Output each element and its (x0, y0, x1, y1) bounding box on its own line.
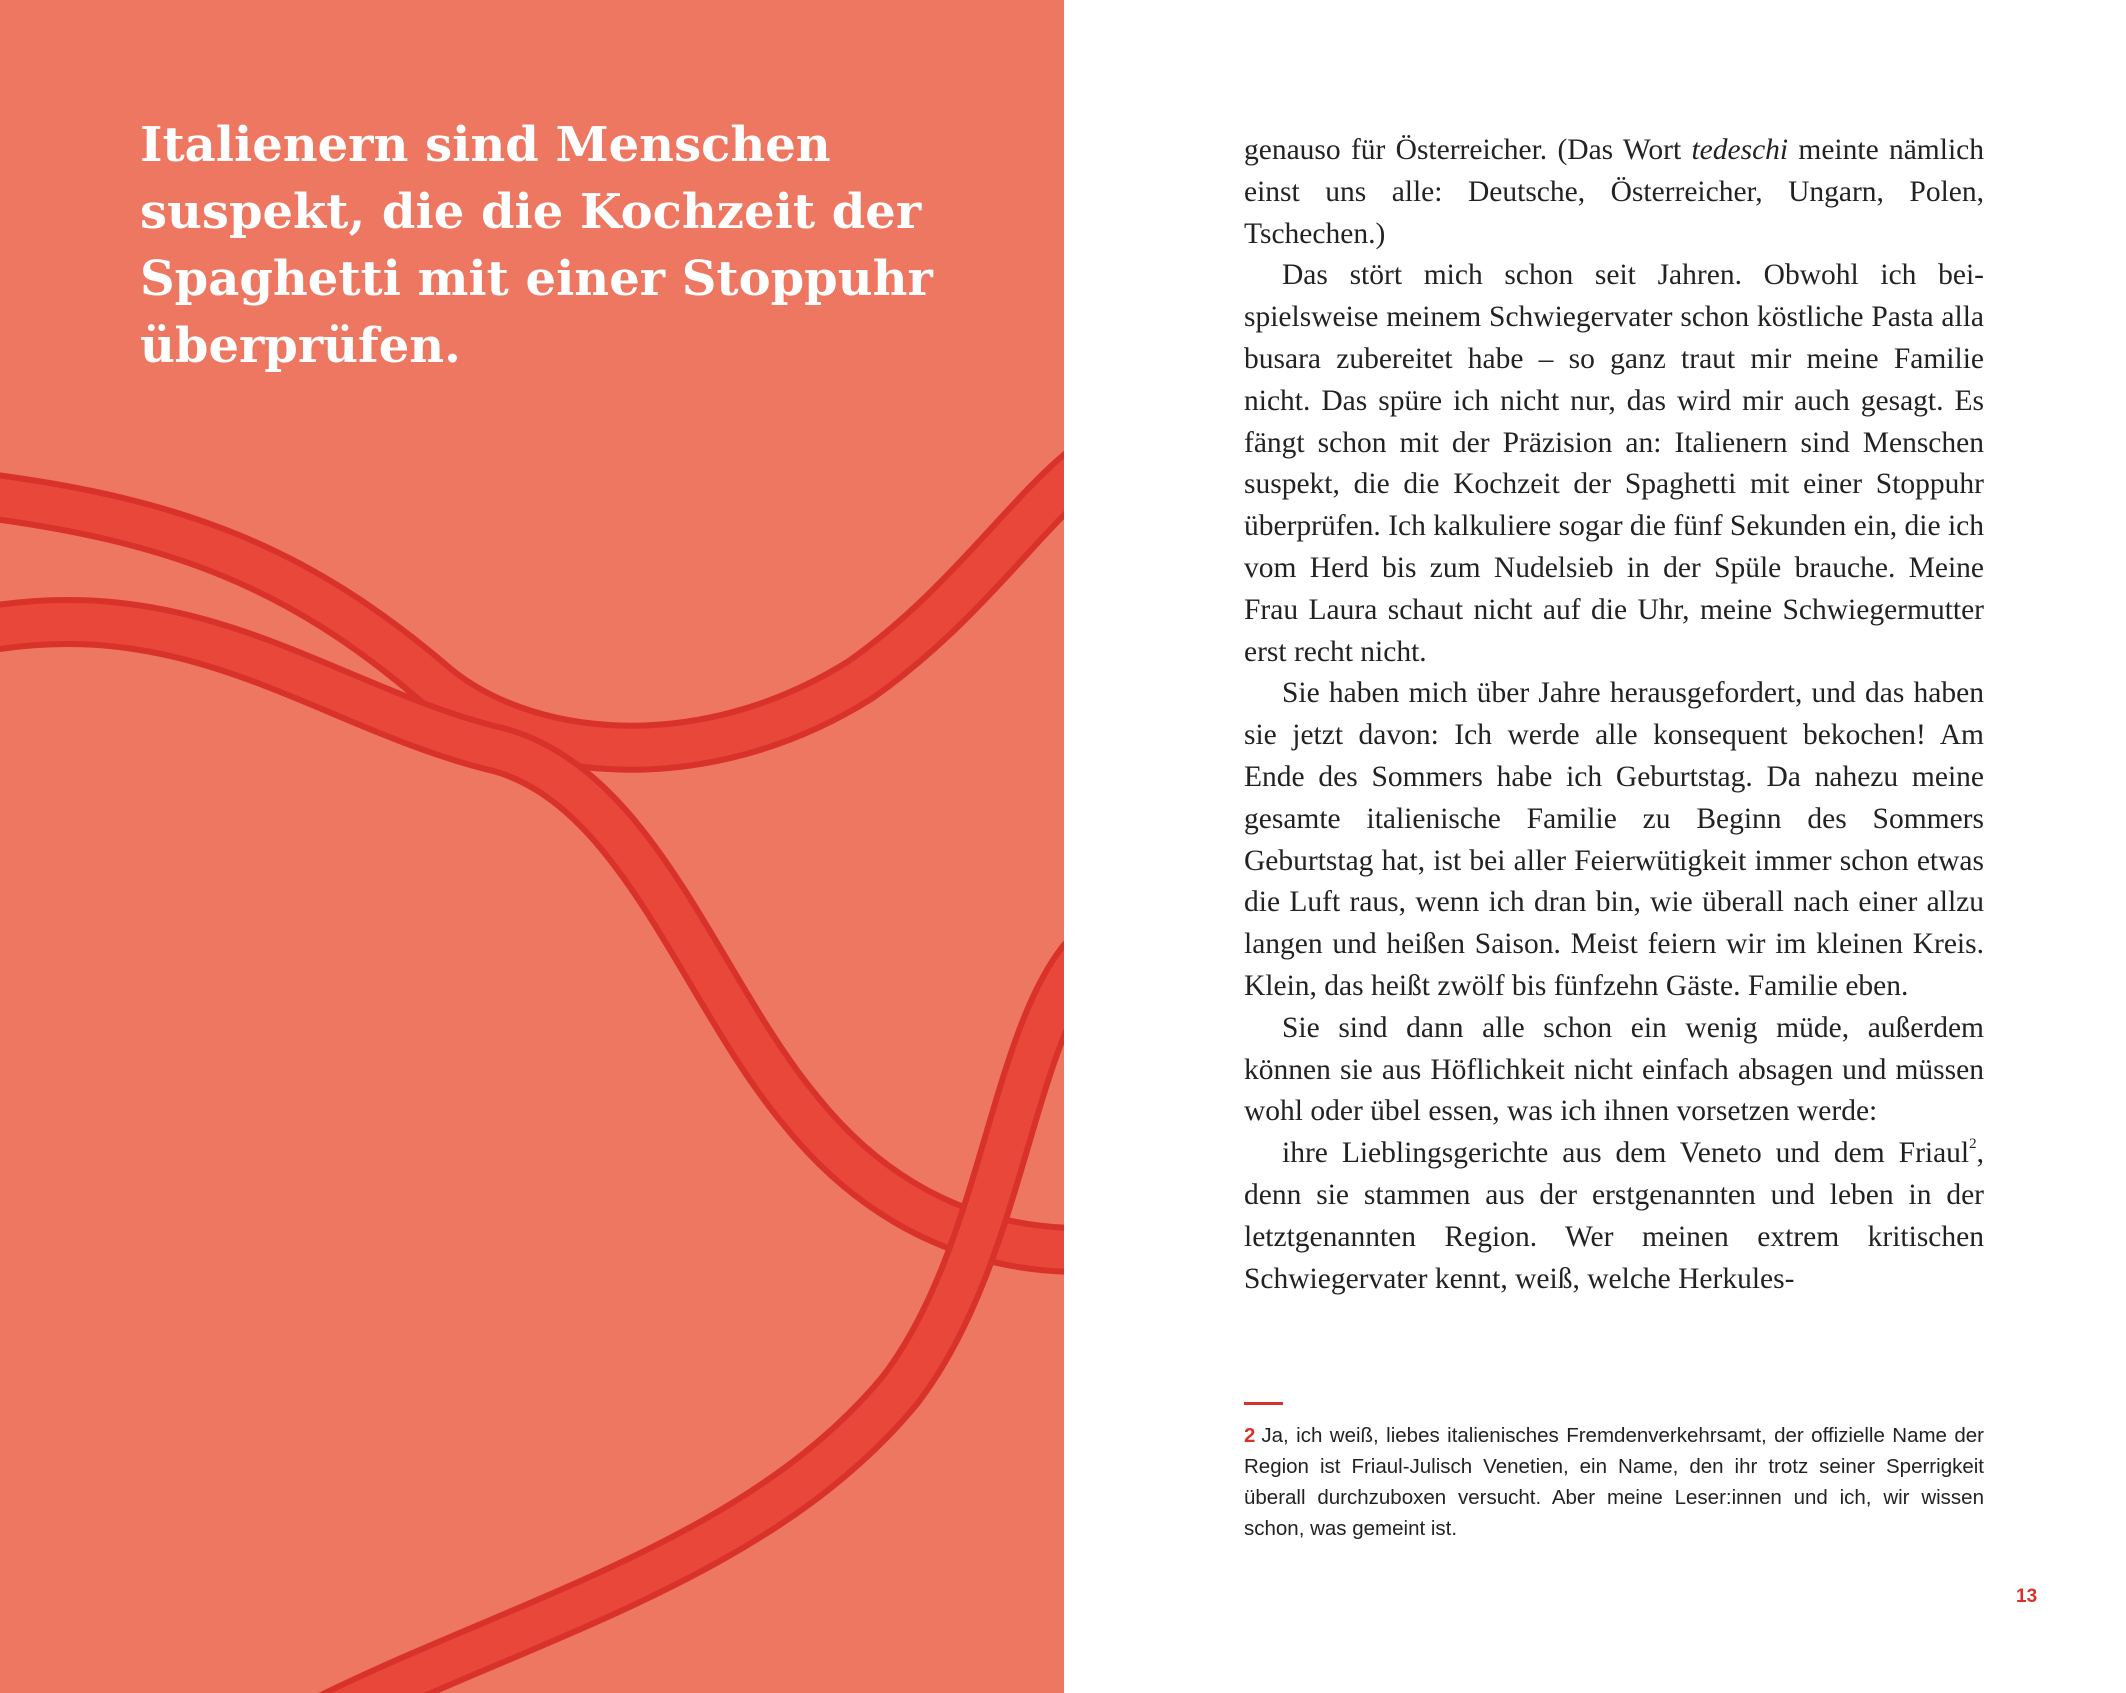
paragraph: Das stört mich schon seit Jahren. Obwohl ich beispielsweise meinem Schwiegervater schon köstliche Pasta alla busara zubereitet habe – so ganz traut mir meine Familie nicht. Das spüre ich nicht nur, das wird mir auch gesagt. Es fängt schon mit der Präzision an: Italienern sind Menschen suspekt, die die Kochzeit der Spaghetti mit einer Stoppuhr überprüfen. Ich kalkuliere sogar die fünf Sekunden ein, die ich vom Herd bis zum Nudelsieb in der Spüle brauche. Meine Frau Laura schaut nicht auf die Uhr, meine Schwiegermutter erst recht nicht. (1244, 259, 1984, 668)
pull-quote: Italienern sind Menschen suspekt, die die Kochzeit der Spaghetti mit einer Stoppuhr überprüfen. (140, 117, 933, 374)
right-page (1064, 0, 2126, 1693)
paragraph: ihre Lieblingsgerichte aus dem Veneto und dem Friaul$^2$, denn sie stammen aus der erstgenannten und leben in der letztgenannten Region. Wer meinen extrem kritischen Schwiegervater kennt, weiß, welche Herkules- (1244, 1136, 1984, 1295)
footnote-number: 2 (1244, 1424, 1256, 1447)
footnote-divider (1244, 1402, 1283, 1405)
footnote-text: Ja, ich weiß, liebes italienisches Fremdenverkehrsamt, der offizielle Name der Region ist Friaul-Julisch Venetien, ein Name, den ihr trotz seiner Sperrigkeit überall durchzuboxen versucht. Aber meine Leser:innen und ich, wir wissen schon, was gemeint ist. (1244, 1424, 1984, 1540)
paragraph: Sie sind dann alle schon ein wenig müde, außerdem können sie aus Höflichkeit nicht einfach absagen und müssen wohl oder übel essen, was ich ihnen vorsetzen werde: (1244, 1011, 1984, 1128)
footnote-reference[interactable]: 2 (1969, 1136, 1977, 1153)
page-number: 13 (2016, 1586, 2038, 1607)
body-text (1244, 130, 1984, 1300)
footnote (1244, 1420, 1984, 1544)
emphasis-word: tedeschi (1691, 134, 1789, 166)
paragraph: genauso für Österreicher. (Das Wort tedeschi meinte nämlich einst uns alle: Deutsche, Österreicher, Ungarn, Polen, Tschechen.) (1244, 134, 1984, 250)
paragraph: Sie haben mich über Jahre herausgefordert, und das haben sie jetzt davon: Ich werde alle konsequent bekochen! Am Ende des Sommers habe ich Geburtstag. Da nahezu meine gesamte italienische Familie zu Beginn des Sommers Geburtstag hat, ist bei aller Feierwütigkeit immer schon etwas die Luft raus, wenn ich dran bin, wie überall nach einer allzu langen und heißen Saison. Meist feiern wir im kleinen Kreis. Klein, das heißt zwölf bis fünfzehn Gäste. Familie eben. (1244, 677, 1984, 1002)
